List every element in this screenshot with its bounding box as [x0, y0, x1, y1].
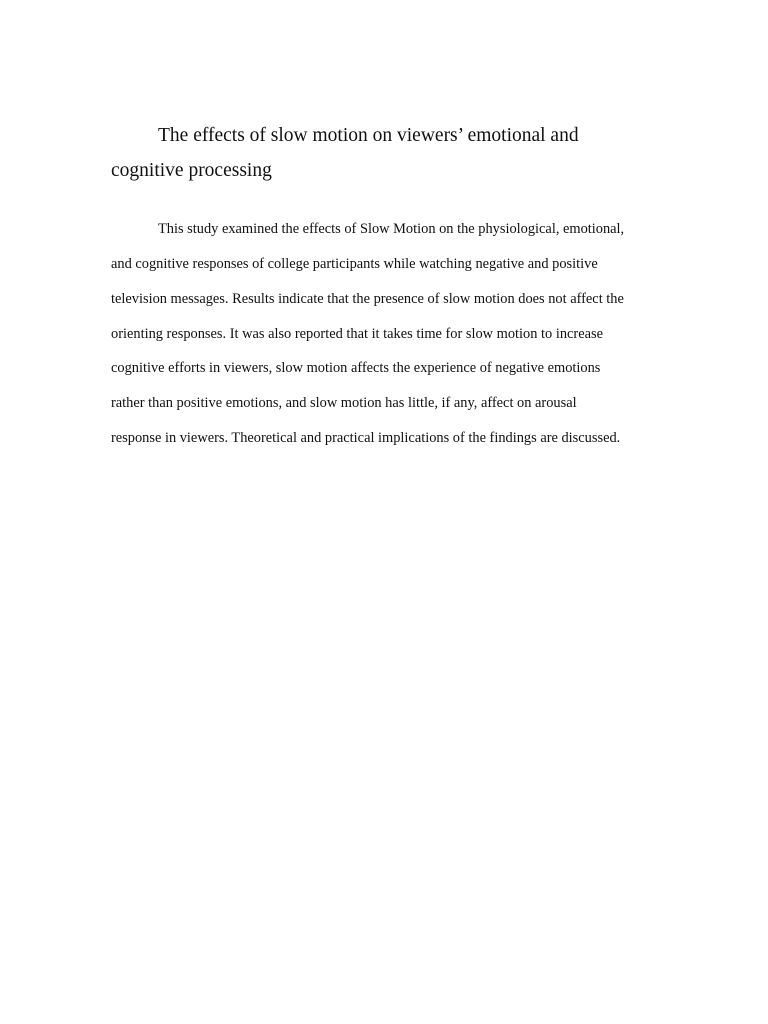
- abstract-line-6: rather than positive emotions, and slow motion has little, if any, affect on arousal: [111, 395, 577, 411]
- title-line-2: cognitive processing: [111, 160, 272, 181]
- abstract-line-1: This study examined the effects of Slow Motion on the physiological, emotional,: [158, 221, 625, 237]
- abstract-line-4: orienting responses. It was also reported that it takes time for slow motion to increase: [111, 326, 603, 342]
- abstract-line-3: television messages. Results indicate that the presence of slow motion does not affect the: [111, 291, 624, 307]
- abstract-line-7: response in viewers. Theoretical and practical implications of the findings are discussed.: [111, 430, 621, 446]
- abstract-line-5: cognitive efforts in viewers, slow motion affects the experience of negative emotions: [111, 360, 601, 376]
- abstract-line-2: and cognitive responses of college participants while watching negative and positive: [111, 256, 598, 272]
- title-line-1: The effects of slow motion on viewers’ emotional and: [158, 125, 579, 146]
